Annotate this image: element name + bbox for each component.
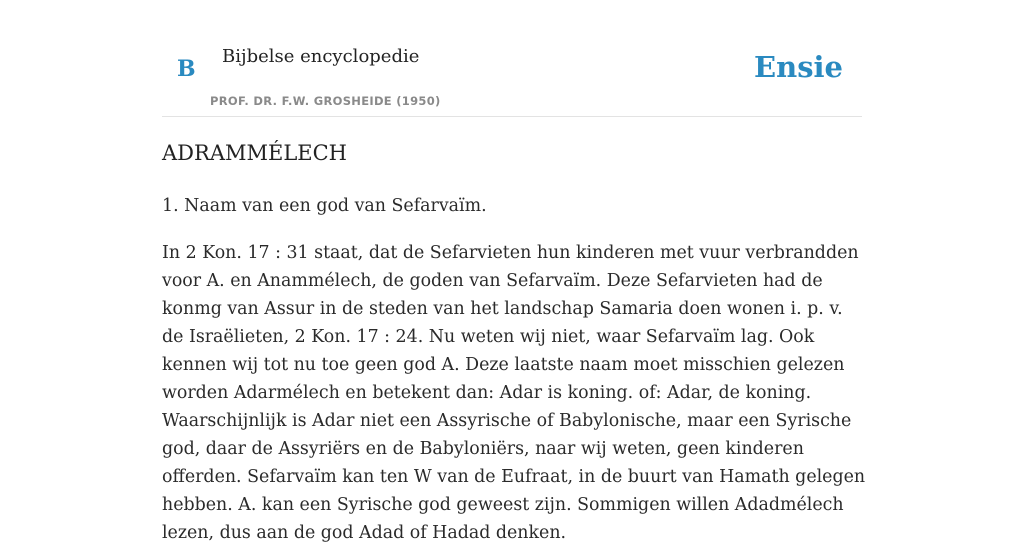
article-paragraph: 1. Naam van een god van Sefarvaïm. bbox=[162, 196, 487, 216]
book-header bbox=[162, 0, 862, 117]
page bbox=[162, 0, 866, 543]
book-title[interactable]: Bijbelse encyclopedie bbox=[222, 46, 420, 67]
book-letter-link[interactable]: B bbox=[177, 56, 196, 82]
article-title: ADRAMMÉLECH bbox=[162, 141, 347, 165]
book-author: PROF. DR. F.W. GROSHEIDE (1950) bbox=[210, 94, 441, 108]
ensie-logo[interactable]: Ensie bbox=[754, 50, 843, 84]
article-paragraph: In 2 Kon. 17 : 31 staat, dat de Sefarvieten hun kinderen met vuur verbrandden voor A. en Anammélech, de goden van Sefarvaïm. Deze Sefarvieten had de konmg van Assur in de steden van het landschap Samaria doen wonen i. p. v. de Israëlieten, 2 Kon. 17 : 24. Nu weten wij niet, waar Sefarvaïm lag. Ook kennen wij tot nu toe geen god A. Deze laatste naam moet misschien gelezen worden Adarmélech en betekent dan: Adar is koning. of: Adar, de koning. Waarschijnlijk is Adar niet een Assyrische of Babylonische, maar een Syrische god, daar de Assyriërs en de Babyloniërs, naar wij weten, geen kinderen offerden. Sefarvaïm kan ten W van de Eufraat, in de buurt van Hamath gelegen hebben. A. kan een Syrische god geweest zijn. Sommigen willen Adadmélech lezen, dus aan de god Adad of Hadad denken. bbox=[162, 243, 866, 543]
